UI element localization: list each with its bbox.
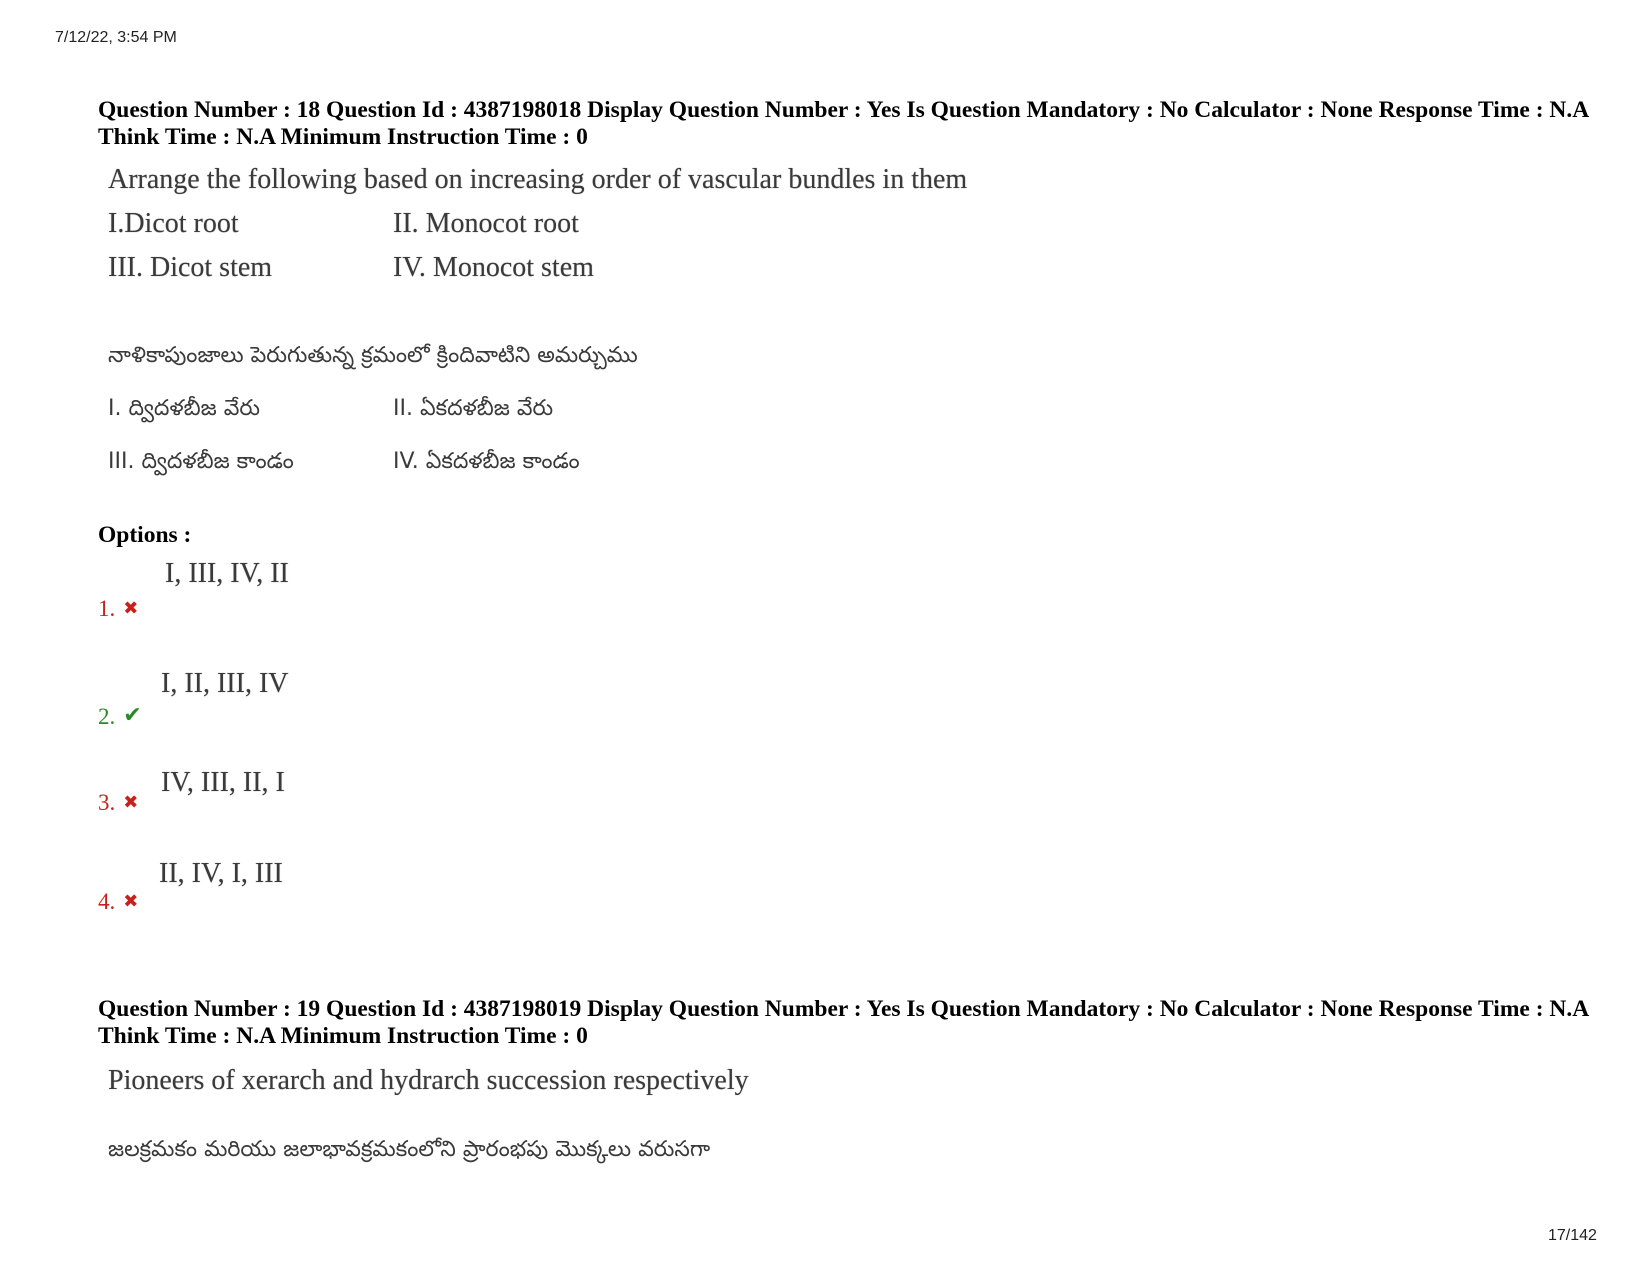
question-18-stem-te: నాళికాపుంజాలు పెరుగుతున్న క్రమంలో క్రిందివాటిని అమర్చుము	[108, 343, 638, 368]
option-1-number: 1. ✖	[98, 596, 139, 621]
option-2-number: 2. ✔	[98, 702, 142, 729]
option-4-text: II, IV, I, III	[159, 858, 283, 889]
question-18-item-1-en: I.Dicot root	[108, 208, 239, 239]
question-18-item-4-te: IV. ఏకదళబీజ కాండం	[393, 449, 580, 474]
option-1-text: I, III, IV, II	[165, 558, 289, 589]
question-18-item-4-en: IV. Monocot stem	[393, 252, 594, 283]
question-18-item-2-te: II. ఏకదళబీజ వేరు	[393, 396, 554, 421]
cross-icon: ✖	[123, 792, 139, 812]
option-3-text: IV, III, II, I	[161, 767, 285, 798]
question-19-stem-en: Pioneers of xerarch and hydrarch succession respectively	[108, 1065, 749, 1096]
question-18-meta: Question Number : 18 Question Id : 4387198018 Display Question Number : Yes Is Question Mandatory : No Calculator : None Response Time : N.A Think Time : N.A Minimum Instruction Time : 0	[98, 97, 1588, 150]
checkmark-icon: ✔	[123, 702, 142, 727]
question-18-stem-en: Arrange the following based on increasing order of vascular bundles in them	[108, 164, 968, 195]
options-label: Options :	[98, 522, 192, 548]
question-19-meta: Question Number : 19 Question Id : 4387198019 Display Question Number : Yes Is Question Mandatory : No Calculator : None Response Time : N.A Think Time : N.A Minimum Instruction Time : 0	[98, 996, 1588, 1049]
option-4-number: 4. ✖	[98, 889, 139, 914]
question-18-item-3-en: III. Dicot stem	[108, 252, 273, 283]
cross-icon: ✖	[123, 891, 139, 911]
print-timestamp: 7/12/22, 3:54 PM	[55, 29, 177, 46]
question-19-stem-te: జలక్రమకం మరియు జలాభావక్రమకంలోని ప్రారంభపు మొక్కలు వరుసగా	[108, 1137, 711, 1162]
option-3-number: 3. ✖	[98, 790, 139, 815]
question-18-item-2-en: II. Monocot root	[393, 208, 579, 239]
question-18-item-3-te: III. ద్విదళబీజ కాండం	[108, 449, 294, 474]
option-2-text: I, II, III, IV	[161, 668, 289, 699]
question-18-item-1-te: I. ద్విదళబీజ వేరు	[108, 396, 260, 421]
cross-icon: ✖	[123, 598, 139, 618]
page-number: 17/142	[1548, 1227, 1597, 1244]
